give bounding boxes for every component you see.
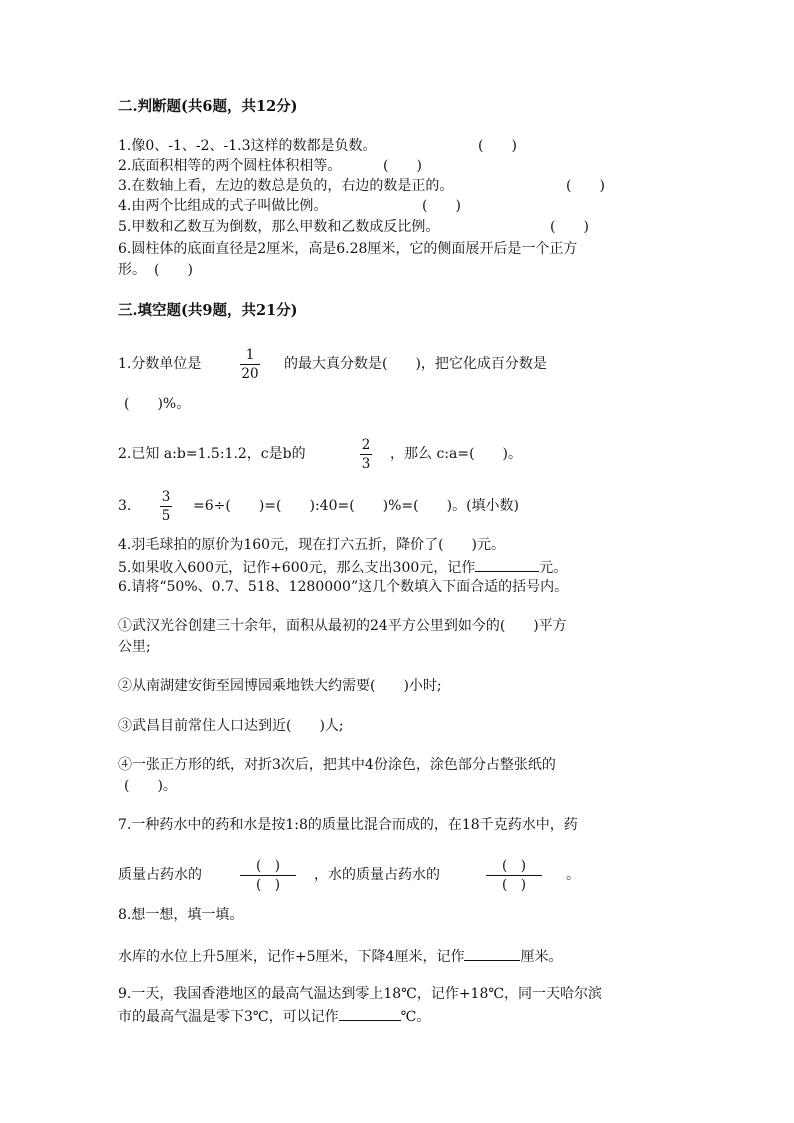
fill-q8: 8.想一想，填一填。 xyxy=(118,907,244,923)
judge-item-6-cont: 形。 xyxy=(118,262,146,278)
section-2-title: 二.判断题(共6题，共12分) xyxy=(118,98,298,115)
fraction-denominator: ( ) xyxy=(255,877,281,893)
answer-paren: ( ) xyxy=(383,158,422,174)
fill-q7-b3: 。 xyxy=(566,867,580,883)
fraction-bar xyxy=(486,875,542,876)
fill-q3-prefix: 3. xyxy=(118,498,132,514)
answer-blank xyxy=(339,1006,401,1021)
fill-q7-b1: 质量占药水的 xyxy=(118,867,202,883)
fraction-numerator: 1 xyxy=(245,347,255,363)
fill-q2-prefix: 2.已知 a:b=1.5:1.2，c是b的 xyxy=(118,446,306,462)
answer-paren: ( ) xyxy=(550,219,589,235)
answer-paren: ( ) xyxy=(422,198,461,214)
answer-blank xyxy=(475,557,539,572)
section-3-title: 三.填空题(共9题，共21分) xyxy=(118,302,298,319)
blank-fraction xyxy=(486,858,542,893)
judge-item-6: 6.圆柱体的底面直径是2厘米，高是6.28厘米，它的侧面展开后是一个正方 xyxy=(118,241,578,257)
fraction-numerator: 2 xyxy=(361,437,371,453)
fraction-denominator: 20 xyxy=(241,366,259,382)
fill-q6-sub4-cont: ( )。 xyxy=(124,778,177,794)
fraction-numerator: ( ) xyxy=(255,858,281,874)
fill-q9-b xyxy=(118,1006,430,1026)
fill-q5-prefix: 5.如果收入600元，记作+600元，那么支出300元，记作 xyxy=(118,560,476,576)
fraction-1-20 xyxy=(238,347,262,382)
fill-q1-prefix: 1.分数单位是 xyxy=(118,356,202,372)
fraction-3-5 xyxy=(158,489,174,524)
answer-paren: ( ) xyxy=(566,178,605,194)
fraction-bar xyxy=(160,506,172,507)
judge-item-3: 3.在数轴上看，左边的数总是负的，右边的数是正的。 xyxy=(118,178,454,194)
fill-q9-suffix: ℃。 xyxy=(400,1009,431,1025)
fraction-denominator: 5 xyxy=(161,508,171,524)
fill-q5-suffix: 元。 xyxy=(539,560,568,576)
fill-q6-sub1: ①武汉光谷创建三十余年，面积从最初的24平方公里到如今的( )平方 xyxy=(118,618,567,634)
fill-q2-suffix: ，那么 c:a=( )。 xyxy=(390,446,523,462)
fill-q9: 9.一天，我国香港地区的最高气温达到零上18℃，记作+18℃，同一天哈尔滨 xyxy=(118,986,603,1002)
fill-q5 xyxy=(118,557,567,577)
fraction-numerator: ( ) xyxy=(501,858,527,874)
fill-q9-prefix: 市的最高气温是零下3℃，可以记作 xyxy=(118,1009,339,1025)
answer-paren: ( ) xyxy=(154,262,193,278)
fill-q3-suffix: =6÷( )=( ):40=( )%=( )。(填小数) xyxy=(193,498,520,514)
judge-item-4: 4.由两个比组成的式子叫做比例。 xyxy=(118,198,328,214)
fill-q6-sub1-cont: 公里; xyxy=(118,639,151,655)
answer-blank xyxy=(464,946,520,961)
fraction-bar xyxy=(240,364,260,365)
fill-q8-prefix: 水库的水位上升5厘米，记作+5厘米，下降4厘米，记作 xyxy=(118,949,465,965)
fill-q6-sub2: ②从南湖建安街至园博园乘地铁大约需要( )小时; xyxy=(118,678,442,694)
fill-q1-suffix: 的最大真分数是( )，把它化成百分数是 xyxy=(284,356,547,372)
fill-q8-suffix: 厘米。 xyxy=(520,949,563,965)
fraction-2-3 xyxy=(358,437,374,472)
fraction-denominator: ( ) xyxy=(501,877,527,893)
blank-fraction xyxy=(240,858,296,893)
fill-q6: 6.请将“50%、0.7、518、1280000”这几个数填入下面合适的括号内。 xyxy=(118,579,569,595)
fraction-bar xyxy=(240,875,296,876)
fill-q1-line2: ( )%。 xyxy=(124,396,191,412)
judge-item-5: 5.甲数和乙数互为倒数，那么甲数和乙数成反比例。 xyxy=(118,219,440,235)
judge-item-2: 2.底面积相等的两个圆柱体积相等。 xyxy=(118,158,342,174)
answer-paren: ( ) xyxy=(478,138,517,154)
judge-item-1: 1.像0、-1、-2、-1.3这样的数都是负数。 xyxy=(118,138,377,154)
fill-q6-sub4: ④一张正方形的纸，对折3次后，把其中4份涂色，涂色部分占整张纸的 xyxy=(118,757,556,773)
fill-q7: 7.一种药水中的药和水是按1:8的质量比混合而成的，在18千克药水中，药 xyxy=(118,817,578,833)
fill-q6-sub3: ③武昌目前常住人口达到近( )人; xyxy=(118,718,344,734)
fill-q8-b xyxy=(118,946,562,966)
fraction-denominator: 3 xyxy=(361,456,371,472)
fill-q4: 4.羽毛球拍的原价为160元，现在打六五折，降价了( )元。 xyxy=(118,537,506,553)
fraction-bar xyxy=(360,454,372,455)
fill-q7-b2: ，水的质量占药水的 xyxy=(314,867,440,883)
fraction-numerator: 3 xyxy=(161,489,171,505)
